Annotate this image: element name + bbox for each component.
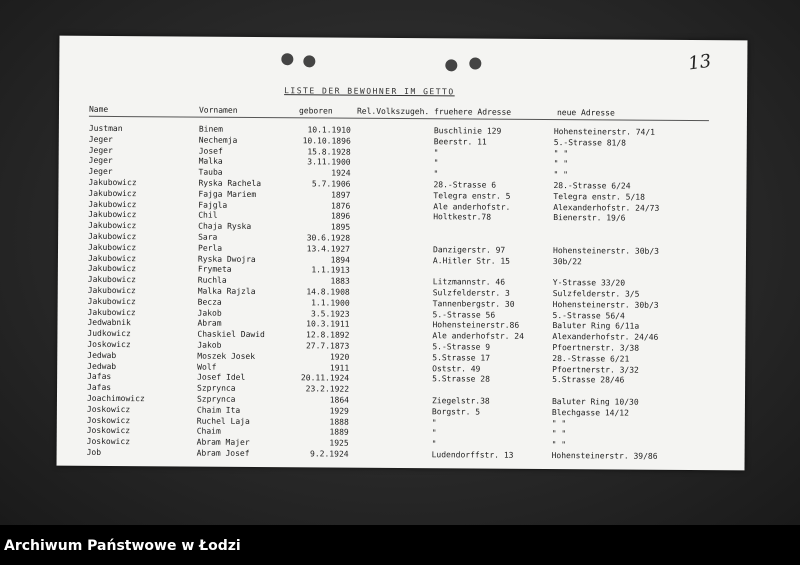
birth-date-cell: 20.11.1924 [300, 373, 350, 384]
surname-cell: Jedwab [87, 350, 117, 360]
punch-hole [303, 55, 315, 67]
surname-cell: Joachimowicz [86, 393, 145, 404]
birth-date-cell: 27.7.1873 [305, 341, 350, 351]
surname-cell: Jafas [87, 372, 112, 382]
new-address-cell: Hohensteinerstr. 30b/3 [552, 299, 659, 310]
first-name-cell: Ruchel Laja [196, 416, 250, 426]
birth-date-cell: 5.7.1906 [311, 179, 351, 189]
surname-cell: Jakubowicz [88, 188, 137, 198]
first-name-cell: Jakob [197, 340, 222, 350]
old-address-cell: " [431, 417, 437, 427]
birth-date-cell: 1.1.1913 [311, 265, 350, 276]
surname-cell: Jedwabnik [87, 318, 131, 328]
old-address-cell: " [433, 158, 439, 168]
birth-date-cell: 3.5.1923 [311, 308, 350, 319]
first-name-cell: Ruchla [197, 275, 227, 285]
first-name-cell: Abram [197, 318, 222, 329]
old-address-cell: Sulzfelderstr. 3 [432, 288, 510, 298]
new-address-cell: Pfoertnerstr. 3/38 [552, 343, 640, 353]
first-name-cell: Chaskiel Dawid [197, 329, 265, 340]
old-address-cell: Beerstr. 11 [433, 137, 487, 147]
first-name-cell: Wolf [197, 362, 217, 372]
surname-cell: Job [86, 447, 102, 457]
new-address-cell: " " [553, 148, 569, 158]
birth-date-cell: 1925 [329, 438, 349, 448]
old-address-cell: Tannenbergstr. 30 [432, 299, 515, 309]
birth-date-cell: 1924 [331, 168, 351, 178]
old-address-cell: Buschlinie 129 [433, 126, 502, 136]
birth-date-cell: 13.4.1927 [306, 244, 351, 254]
document-title: LISTE DER BEWOHNER IM GETTO [284, 86, 455, 97]
birth-date-cell: 23.2.1922 [305, 384, 350, 394]
birth-date-cell: 10.10.1896 [302, 136, 351, 146]
old-address-cell: Ale anderhofstr. [433, 201, 511, 212]
header-name: Name [88, 104, 109, 114]
old-address-cell: 5.Strasse 17 [432, 353, 491, 363]
surname-cell: Jakubowicz [88, 177, 137, 188]
surname-cell: Jakubowicz [88, 242, 137, 252]
first-name-cell: Szprynca [197, 383, 236, 394]
first-name-cell: Szprynca [196, 394, 236, 404]
surname-cell: Jakubowicz [88, 199, 137, 209]
surname-cell: Jakubowicz [87, 274, 137, 285]
first-name-cell: Fajga Mariem [198, 189, 257, 199]
surname-cell: Joskowicz [86, 415, 131, 425]
birth-date-cell: 1897 [331, 190, 351, 200]
old-address-cell: A.Hitler Str. 15 [432, 255, 511, 266]
surname-cell: Jakubowicz [87, 253, 137, 263]
new-address-cell: Alexanderhofstr. 24/73 [553, 202, 660, 213]
first-name-cell: Chaja Ryska [198, 221, 252, 232]
new-address-cell: 28.-Strasse 6/24 [553, 181, 631, 191]
punch-hole [469, 57, 481, 69]
new-address-cell: 5.Strasse 28/46 [552, 375, 625, 385]
surname-cell: Jakubowicz [87, 296, 136, 306]
new-address-cell: " " [553, 170, 569, 180]
new-address-cell: Hohensteinerstr. 30b/3 [552, 245, 660, 256]
old-address-cell: Oststr. 49 [432, 363, 481, 374]
archive-name: Archiwum Państwowe w Łodzi [4, 538, 241, 554]
birth-date-cell: 15.8.1928 [307, 146, 351, 157]
old-address-cell: Borgstr. 5 [431, 407, 481, 417]
birth-date-cell: 1864 [329, 395, 350, 405]
new-address-cell: Sulzfelderstr. 3/5 [552, 289, 640, 299]
surname-cell: Joskowicz [86, 404, 131, 414]
first-name-cell: Binem [198, 124, 223, 134]
first-name-cell: Becza [197, 297, 222, 307]
new-address-cell: Telegra enstr. 5/18 [553, 191, 645, 202]
birth-date-cell: 12.8.1892 [306, 330, 350, 340]
old-address-cell: 5.Strasse 28 [432, 374, 490, 385]
new-address-cell: Blechgasse 14/12 [551, 407, 629, 418]
birth-date-cell: 30.6.1928 [306, 233, 351, 243]
surname-cell: Joskowicz [86, 436, 131, 447]
birth-date-cell: 1889 [329, 427, 349, 438]
surname-cell: Jeger [88, 145, 113, 155]
new-address-cell: 30b/22 [552, 256, 582, 266]
old-address-cell: Danzigerstr. 97 [432, 245, 506, 255]
new-address-cell: Hohensteinerstr. 39/86 [551, 451, 658, 461]
surname-cell: Justman [88, 123, 123, 134]
first-name-cell: Moszek Josek [197, 351, 256, 361]
surname-cell: Jakubowicz [87, 285, 136, 296]
old-address-cell: Ziegelstr.38 [431, 396, 490, 406]
surname-cell: Jafas [87, 382, 112, 393]
new-address-cell: Bienerstr. 19/6 [553, 213, 626, 223]
surname-cell: Joskowicz [87, 339, 131, 350]
first-name-cell: Nechemja [198, 135, 238, 145]
new-address-cell: 5.-Strasse 81/8 [553, 137, 627, 148]
new-address-cell: " " [551, 440, 567, 450]
surname-cell: Jeger [88, 156, 113, 166]
old-address-cell: " [431, 439, 437, 449]
birth-date-cell: 3.11.1900 [307, 157, 351, 168]
birth-date-cell: 1896 [330, 211, 351, 222]
header-born: geboren [298, 106, 333, 116]
first-name-cell: Malka Rajzla [197, 286, 256, 296]
surname-cell: Judkowicz [87, 328, 131, 339]
birth-date-cell: 1888 [329, 417, 349, 427]
first-name-cell: Sara [198, 232, 218, 242]
surname-cell: Joskowicz [86, 426, 131, 436]
surname-cell: Jakubowicz [87, 264, 137, 274]
birth-date-cell: 10.1.1910 [307, 125, 351, 135]
first-name-cell: Abram Josef [196, 448, 250, 458]
birth-date-cell: 14.8.1908 [306, 287, 350, 297]
old-address-cell: " [431, 428, 437, 438]
new-address-cell: " " [551, 429, 567, 439]
punch-hole [281, 53, 293, 65]
first-name-cell: Chil [198, 210, 218, 221]
birth-date-cell: 1911 [329, 363, 350, 373]
new-address-cell: Baluter Ring 6/11a [552, 321, 640, 332]
first-name-cell: Perla [197, 243, 223, 253]
birth-date-cell: 1894 [330, 255, 350, 265]
header-underline [89, 116, 709, 121]
old-address-cell: Hohensteinerstr.86 [432, 320, 520, 331]
new-address-cell: 5.-Strasse 56/4 [552, 310, 625, 321]
surname-cell: Jedwab [87, 361, 117, 371]
old-address-cell: Ludendorffstr. 13 [431, 450, 514, 460]
first-name-cell: Malka [198, 156, 223, 167]
birth-date-cell: 1929 [329, 406, 349, 416]
birth-date-cell: 10.3.1911 [306, 319, 350, 330]
surname-cell: Jakubowicz [88, 231, 137, 242]
first-name-cell: Ryska Dwojra [197, 254, 256, 264]
new-address-cell: " " [551, 418, 567, 428]
old-address-cell: " [433, 147, 439, 157]
old-address-cell: 28.-Strasse 6 [433, 180, 497, 190]
new-address-cell: " " [553, 159, 569, 169]
punch-hole [445, 59, 457, 71]
first-name-cell: Chaim [196, 426, 221, 437]
document-page [57, 36, 748, 471]
new-address-cell: Y-Strasse 33/20 [552, 278, 626, 288]
birth-date-cell: 9.2.1924 [310, 449, 349, 459]
new-address-cell: 28.-Strasse 6/21 [552, 353, 630, 364]
first-name-cell: Fajgla [198, 200, 228, 210]
header-new-address: neue Adresse [556, 108, 615, 118]
surname-cell: Jeger [88, 166, 113, 177]
old-address-cell: Telegra enstr. 5 [433, 191, 511, 201]
surname-cell: Jakubowicz [88, 210, 137, 220]
birth-date-cell: 1895 [330, 222, 351, 232]
birth-date-cell: 1876 [331, 201, 351, 211]
first-name-cell: Frymeta [197, 264, 232, 275]
page-number: 13 [687, 50, 713, 75]
old-address-cell: Ale anderhofstr. 24 [432, 331, 524, 342]
new-address-cell: Alexanderhofstr. 24/46 [552, 332, 659, 342]
old-address-cell: " [433, 169, 439, 179]
first-name-cell: Abram Majer [196, 437, 250, 448]
surname-cell: Jakubowicz [88, 220, 137, 231]
first-name-cell: Jakob [197, 308, 222, 318]
birth-date-cell: 1883 [330, 276, 350, 286]
birth-date-cell: 1920 [329, 352, 350, 362]
surname-cell: Jeger [88, 134, 113, 144]
first-name-cell: Chaim Ita [196, 405, 241, 415]
old-address-cell: 5.-Strasse 9 [432, 342, 491, 352]
old-address-cell: 5.-Strasse 56 [432, 309, 496, 320]
footer-bar [0, 525, 800, 565]
first-name-cell: Tauba [198, 167, 223, 177]
new-address-cell: Baluter Ring 10/30 [551, 397, 639, 407]
first-name-cell: Josef Idel [197, 372, 246, 383]
first-name-cell: Ryska Rachela [198, 178, 262, 189]
new-address-cell: Hohensteinerstr. 74/1 [553, 127, 656, 137]
old-address-cell: Litzmannstr. 46 [432, 277, 506, 287]
first-name-cell: Josef [198, 146, 223, 156]
header-old-address: Rel.Volkszugeh. fruehere Adresse [356, 106, 512, 117]
surname-cell: Jakubowicz [87, 307, 136, 317]
birth-date-cell: 1.1.1900 [311, 298, 350, 308]
new-address-cell: Pfoertnerstr. 3/32 [552, 364, 639, 375]
header-first-name: Vornamen [198, 105, 238, 115]
old-address-cell: Holtkestr.78 [433, 212, 492, 223]
